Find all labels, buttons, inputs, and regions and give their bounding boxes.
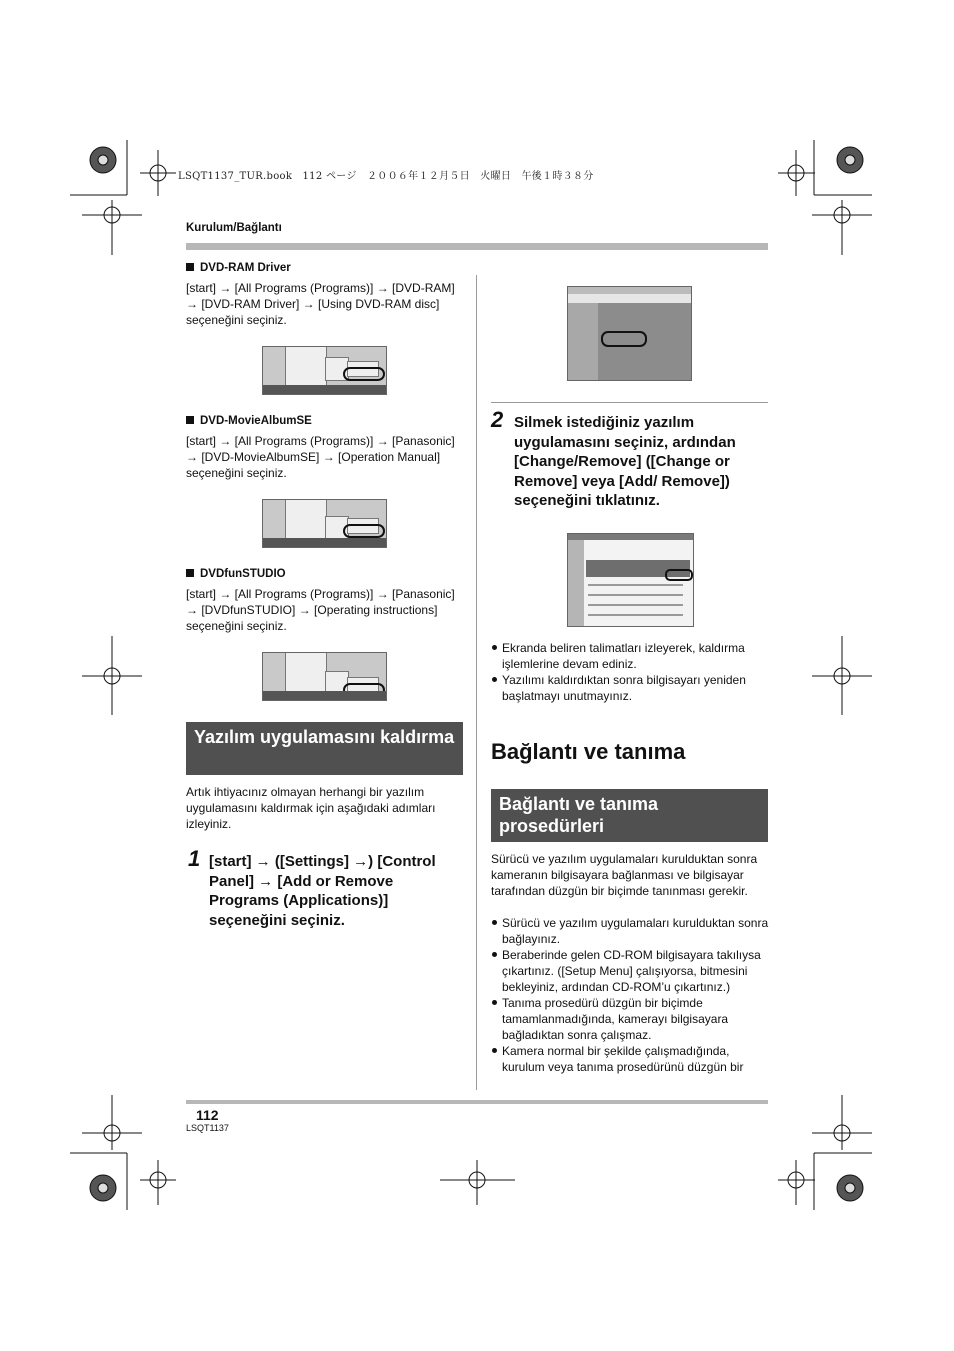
list-item: Sürücü ve yazılım uygulamaları kurulduktan sonra bağlayınız.	[491, 915, 771, 947]
page-number: 112	[196, 1107, 219, 1123]
square-bullet-icon	[186, 416, 194, 424]
fun-screenshot	[262, 652, 387, 701]
fun-heading	[186, 568, 286, 580]
movie-instructions: [start] → [All Programs (Programs)] → [Panasonic] → [DVD-MovieAlbumSE] → [Operation Manual] seçeneğini seçiniz.	[186, 434, 455, 480]
step-2-number: 2	[491, 407, 504, 432]
section-label: Kurulum/Bağlantı	[186, 222, 282, 234]
uninstall-intro: Artık ihtiyacınız olmayan herhangi bir yazılım uygulamasını kaldırmak için aşağıdaki adımları izleyiniz.	[186, 785, 436, 831]
list-item: Yazılımı kaldırdıktan sonra bilgisayarı yeniden başlatmayı unutmayınız.	[491, 672, 771, 704]
square-bullet-icon	[186, 263, 194, 271]
list-item: Ekranda beliren talimatları izleyerek, kaldırma işlemlerine devam ediniz.	[491, 640, 771, 672]
step-2-text: Silmek istediğiniz yazılım uygulamasını seçiniz, ardından [Change/Remove] ([Change or Remove] veya [Add/ Remove]) seçeneğini tıklatınız.	[514, 414, 736, 509]
movie-screenshot	[262, 499, 387, 548]
square-bullet-icon	[186, 569, 194, 577]
document-code: LSQT1137	[186, 1123, 229, 1133]
fun-instructions: [start] → [All Programs (Programs)] → [Panasonic] → [DVDfunSTUDIO] → [Operating instructions] seçeneğini seçiniz.	[186, 587, 455, 633]
add-remove-screenshot	[567, 533, 694, 627]
column-divider	[476, 275, 477, 1090]
control-panel-screenshot	[567, 286, 692, 381]
dvdram-instructions: [start] → [All Programs (Programs)] → [DVD-RAM] → [DVD-RAM Driver] → [Using DVD-RAM disc] seçeneğini seçiniz.	[186, 281, 455, 327]
step-1-number: 1	[188, 846, 201, 871]
dvdram-heading-text: DVD-RAM Driver	[200, 262, 291, 274]
bottom-rule	[186, 1100, 768, 1104]
dvdram-screenshot	[262, 346, 387, 395]
movie-heading	[186, 415, 312, 427]
list-item: Kamera normal bir şekilde çalışmadığında, kurulum veya tanıma prosedürünü düzgün bir	[491, 1043, 771, 1075]
step-2-bullets	[491, 640, 771, 704]
connection-intro: Sürücü ve yazılım uygulamaları kurulduktan sonra kameranın bilgisayara bağlanması ve bilgisayar tarafından düzgün bir biçimde tanınması gerekir.	[491, 852, 758, 898]
top-rule	[186, 243, 768, 250]
step-separator	[491, 402, 768, 403]
connection-bullets	[491, 915, 771, 1075]
list-item: Beraberinde gelen CD-ROM bilgisayara takılıysa çıkartınız. ([Setup Menu] çalışıyorsa, bitmesini bekleyiniz, ardından CD-ROM’u çıkartınız.)	[491, 947, 771, 995]
uninstall-banner: Yazılım uygulamasını kaldırma	[186, 722, 463, 775]
list-item: Tanıma prosedürü düzgün bir biçimde tamamlanmadığında, kamerayı bilgisayara bağladıktan sonra çalışmaz.	[491, 995, 771, 1043]
print-header: LSQT1137_TUR.book 112 ページ ２００６年１２月５日 火曜日 午後１時３８分	[178, 171, 594, 182]
movie-heading-text: DVD-MovieAlbumSE	[200, 415, 312, 427]
fun-heading-text: DVDfunSTUDIO	[200, 568, 286, 580]
connection-title: Bağlantı ve tanıma	[491, 739, 686, 764]
dvdram-heading	[186, 262, 291, 274]
step-1-text: [start] → ([Settings] →) [Control Panel] → [Add or Remove Programs (Applications)] seçeneğini seçiniz.	[209, 853, 436, 929]
connection-banner: Bağlantı ve tanıma prosedürleri	[491, 789, 768, 842]
